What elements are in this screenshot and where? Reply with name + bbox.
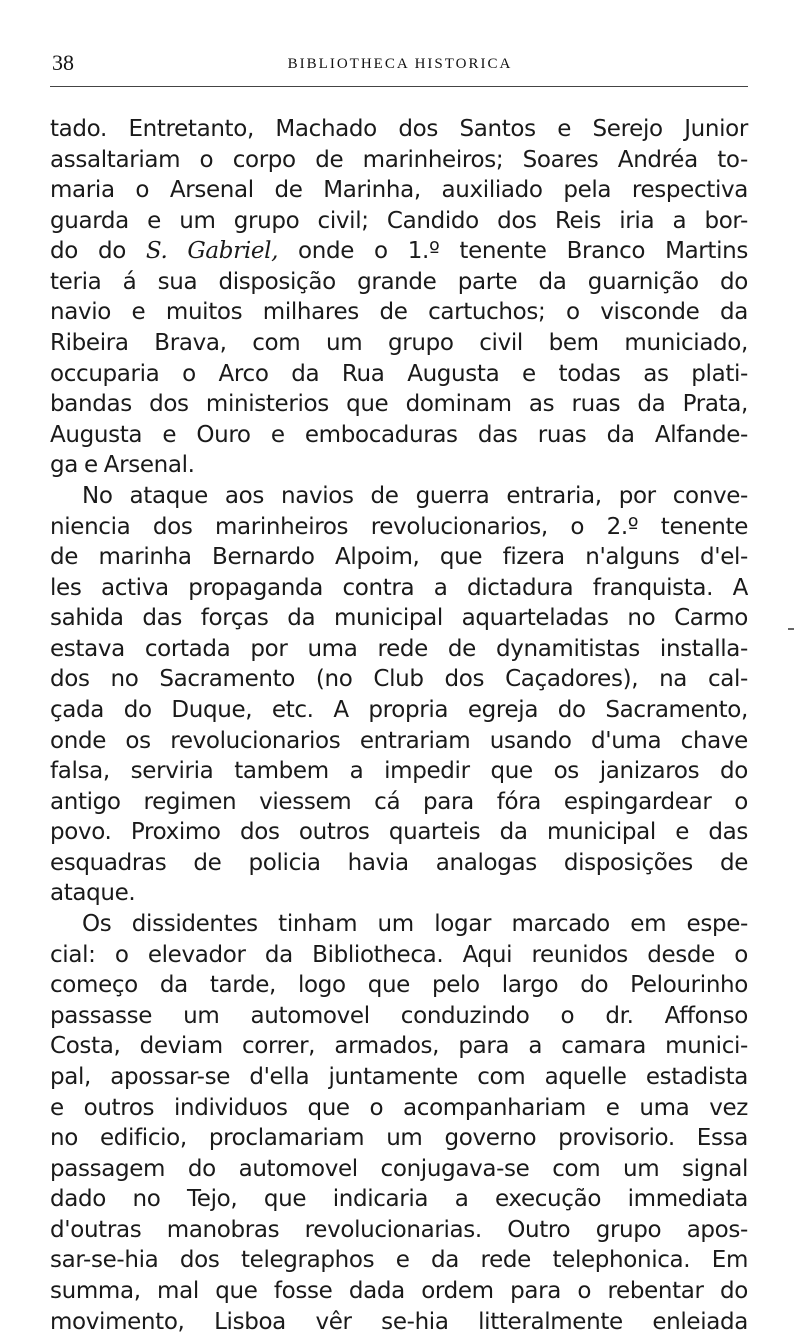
header-rule bbox=[50, 86, 748, 87]
text-line: sahida das forças da municipal aquarteladas no Carmo bbox=[50, 605, 748, 632]
text-line: dado no Tejo, que indicaria a execução immediata bbox=[50, 1186, 748, 1213]
margin-tick bbox=[788, 628, 794, 630]
text-line: movimento, Lisboa vêr se-hia litteralmente enleiada bbox=[50, 1308, 748, 1335]
page-number: 38 bbox=[52, 50, 74, 75]
text-line: passasse um automovel conduzindo o dr. Affonso bbox=[50, 1002, 748, 1029]
italic-ship-name: S. Gabriel, bbox=[145, 238, 279, 265]
text-line: falsa, serviria tambem a impedir que os janizaros do bbox=[50, 758, 748, 785]
text-line: de marinha Bernardo Alpoim, que fizera n'alguns d'el- bbox=[50, 544, 748, 571]
text-line: occuparia o Arco da Rua Augusta e todas as plati- bbox=[50, 360, 748, 387]
text-line: teria á sua disposição grande parte da guarnição do bbox=[50, 268, 748, 295]
text-line: no edificio, proclamariam um governo provisorio. Essa bbox=[50, 1125, 748, 1152]
text-line: guarda e um grupo civil; Candido dos Reis iria a bor- bbox=[50, 207, 748, 234]
text-line: çada do Duque, etc. A propria egreja do Sacramento, bbox=[50, 696, 748, 723]
text-line: Ribeira Brava, com um grupo civil bem municiado, bbox=[50, 330, 748, 357]
text-line: estava cortada por uma rede de dynamitistas installa- bbox=[50, 635, 748, 662]
text-line: ga e Arsenal. bbox=[50, 452, 195, 479]
text-line: dos no Sacramento (no Club dos Caçadores), na cal- bbox=[50, 666, 748, 693]
text-line: d'outras manobras revolucionarias. Outro grupo apos- bbox=[50, 1216, 748, 1243]
text-line: No ataque aos navios de guerra entraria, por conve- bbox=[82, 482, 748, 509]
text-line: e outros individuos que o acompanhariam e uma vez bbox=[50, 1094, 748, 1121]
text-line: assaltariam o corpo de marinheiros; Soares Andréa to- bbox=[50, 146, 748, 173]
text-line: navio e muitos milhares de cartuchos; o visconde da bbox=[50, 299, 748, 326]
text-line: summa, mal que fosse dada ordem para o rebentar do bbox=[50, 1277, 748, 1304]
running-head bbox=[52, 50, 748, 84]
text-line: onde os revolucionarios entrariam usando d'uma chave bbox=[50, 727, 748, 754]
text-line: antigo regimen viessem cá para fóra espingardear o bbox=[50, 788, 748, 815]
text-line: passagem do automovel conjugava-se com um signal bbox=[50, 1155, 748, 1182]
text-run: onde o 1.º tenente Branco Martins bbox=[278, 238, 748, 265]
text-line: Augusta e Ouro e embocaduras das ruas da Alfande- bbox=[50, 421, 748, 448]
text-line: les activa propaganda contra a dictadura franquista. A bbox=[50, 574, 748, 601]
text-line: tado. Entretanto, Machado dos Santos e Serejo Junior bbox=[50, 116, 748, 142]
text-line: maria o Arsenal de Marinha, auxiliado pela respectiva bbox=[50, 177, 748, 204]
text-line: povo. Proximo dos outros quarteis da municipal e das bbox=[50, 819, 748, 846]
text-run: do do bbox=[50, 238, 146, 265]
text-line: pal, apossar-se d'ella juntamente com aquelle estadista bbox=[50, 1063, 748, 1090]
text-line: sar-se-hia dos telegraphos e da rede telephonica. Em bbox=[50, 1247, 748, 1274]
text-line: Os dissidentes tinham um logar marcado em espe- bbox=[82, 911, 748, 938]
text-line: niencia dos marinheiros revolucionarios, o 2.º tenente bbox=[50, 513, 748, 540]
text-line: cial: o elevador da Bibliotheca. Aqui reunidos desde o bbox=[50, 941, 748, 968]
text-line: esquadras de policia havia analogas disposições de bbox=[50, 849, 748, 876]
text-line: Costa, deviam correr, armados, para a camara munici- bbox=[50, 1033, 748, 1060]
body-text bbox=[50, 114, 748, 1337]
text-line: bandas dos ministerios que dominam as ruas da Prata, bbox=[50, 391, 748, 418]
text-line: começo da tarde, logo que pelo largo do Pelourinho bbox=[50, 972, 748, 999]
text-line bbox=[50, 236, 748, 267]
running-title: BIBLIOTHECA HISTORICA bbox=[287, 56, 513, 72]
text-line: ataque. bbox=[50, 880, 136, 907]
